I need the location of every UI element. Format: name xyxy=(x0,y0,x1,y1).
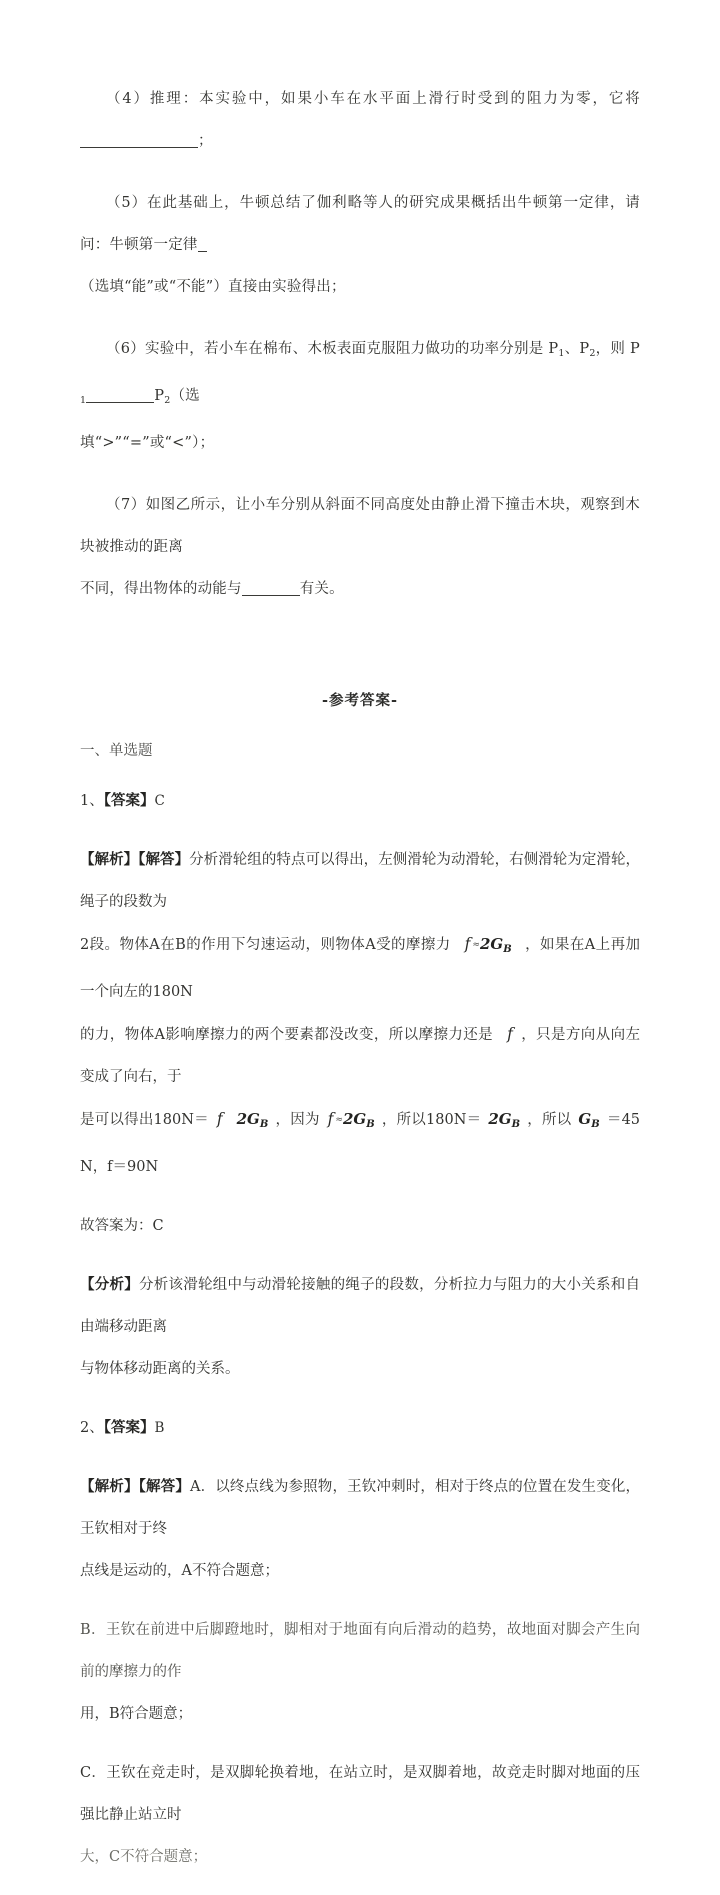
explanation-line2a: 2段。物体A在B的作用下匀速运动，则物体A受的摩擦力 xyxy=(80,937,451,953)
answer-item-2-option-a xyxy=(80,1466,640,1592)
answer-item-1-number: 1、 xyxy=(80,793,104,809)
explanation-line4c: ，所以180N＝ xyxy=(381,1112,482,1128)
option-a-line-1 xyxy=(80,1466,640,1550)
question-4 xyxy=(80,78,640,162)
explanation-line-3 xyxy=(80,1013,640,1098)
formula-f-1: f xyxy=(464,935,471,953)
explanation-line-2 xyxy=(80,923,640,1013)
explanation-line-1 xyxy=(80,839,640,923)
question-6 xyxy=(80,328,640,464)
p1b-subscript: 1 xyxy=(80,395,87,406)
question-6-line1e: （选 xyxy=(170,388,200,404)
formula-2g-3: 2G xyxy=(236,1110,260,1128)
question-7-line2b: 有关。 xyxy=(299,581,344,597)
question-7-line2a: 不同，得出物体的动能与 xyxy=(80,581,242,597)
explanation-line4e: ＝45N，f＝90N xyxy=(80,1112,641,1175)
question-7-blank[interactable] xyxy=(242,582,300,596)
option-a-line-2: 点线是运动的，A不符合题意； xyxy=(80,1563,279,1579)
answer-item-2-answer xyxy=(80,1407,640,1449)
formula-rel-4: ≈ xyxy=(335,1115,342,1125)
formula-f-3: f xyxy=(216,1110,223,1128)
option-c-line-1: C．王钦在竞走时，是双脚轮换着地，在站立时，是双脚着地，故竞走时脚对地面的压强比静止站立时 xyxy=(80,1765,640,1823)
formula-sub-b-5: B xyxy=(511,1119,521,1130)
analysis-mark: 【分析】 xyxy=(80,1276,139,1293)
conclusion-text: 故答案为：C xyxy=(80,1218,164,1234)
analysis-line-1 xyxy=(80,1264,640,1348)
option-a-mark: 【解析】【解答】 xyxy=(80,1478,190,1495)
formula-2g-1: 2G xyxy=(479,935,504,953)
section-label-single-choice: 一、单选题 xyxy=(80,743,153,759)
question-5 xyxy=(80,182,640,308)
question-4-tail: ； xyxy=(198,133,213,149)
question-7-line1: （7）如图乙所示，让小车分别从斜面不同高度处由静止滑下撞击木块，观察到木块被推动的距离 xyxy=(80,497,640,555)
page-content xyxy=(80,0,640,1895)
question-6-line2: 填“>”“=”或“<”）； xyxy=(80,435,215,451)
answer-item-1-analysis xyxy=(80,1264,640,1390)
explanation-line-4 xyxy=(80,1098,640,1188)
answer-item-1-conclusion xyxy=(80,1205,640,1247)
answer-item-1-mark: 【答案】 xyxy=(103,792,155,809)
question-5-blank[interactable] xyxy=(198,238,207,252)
formula-2g-4: 2G xyxy=(342,1110,367,1128)
p2-subscript: 2 xyxy=(589,348,596,359)
question-7-line2 xyxy=(80,568,640,610)
formula-g-6: G xyxy=(578,1110,592,1128)
formula-f-4: f xyxy=(327,1110,334,1128)
formula-rel-1: ≈ xyxy=(472,940,479,950)
formula-sub-b-1: B xyxy=(503,944,512,955)
question-6-blank[interactable] xyxy=(86,389,154,403)
answer-item-1-explanation xyxy=(80,839,640,1188)
question-4-blank[interactable] xyxy=(80,134,198,148)
option-b-line-1: B．王钦在前进中后脚蹬地时，脚相对于地面有向后滑动的趋势，故地面对脚会产生向前的摩擦力的作 xyxy=(80,1622,640,1680)
explanation-line2b: ，如果在A上再加一个向左的180N xyxy=(80,937,640,1000)
answer-item-1-answer xyxy=(80,780,640,822)
p2b-subscript: 2 xyxy=(164,395,171,406)
question-5-line2: （选填“能”或“不能”）直接由实验得出； xyxy=(80,279,346,295)
question-6-line1a: （6）实验中，若小车在棉布、木板表面克服阻力做功的功率分别是 P xyxy=(106,341,559,357)
answer-item-2-value: B xyxy=(154,1420,165,1436)
formula-sub-b-4: B xyxy=(366,1119,375,1130)
answer-item-1-value: C xyxy=(154,793,165,809)
answer-section-heading: -参考答案- xyxy=(321,692,399,709)
formula-sub-b-6: B xyxy=(591,1119,600,1130)
question-6-text xyxy=(80,328,640,422)
analysis-line1-text: 分析该滑轮组中与动滑轮接触的绳子的段数，分析拉力与阻力的大小关系和自由端移动距离 xyxy=(80,1277,641,1335)
question-5-text xyxy=(80,182,640,266)
answer-item-2-mark: 【答案】 xyxy=(103,1419,155,1436)
formula-sub-b-3: B xyxy=(259,1119,269,1130)
answer-item-2 xyxy=(80,1407,640,1449)
question-7 xyxy=(80,484,640,610)
question-6-line1c: ，则 P xyxy=(595,341,640,357)
explanation-line3a: 的力，物体A影响摩擦力的两个要素都没改变，所以摩擦力还是 xyxy=(80,1027,494,1043)
answer-item-2-option-c xyxy=(80,1752,640,1878)
question-4-label: （4）推理：本实验中，如果小车在水平面上滑行时受到的阻力为零，它将 xyxy=(106,91,640,107)
explanation-line4d: ，所以 xyxy=(527,1112,572,1128)
explanation-line3b: ，只是方向从向左变成了向右，于 xyxy=(80,1027,640,1085)
question-4-text xyxy=(80,78,640,162)
p1-subscript: 1 xyxy=(558,348,565,359)
formula-f-2: f xyxy=(507,1025,513,1043)
question-5-line1: （5）在此基础上，牛顿总结了伽利略等人的研究成果概括出牛顿第一定律，请问：牛顿第一定律 xyxy=(80,195,640,253)
answer-item-2-option-b xyxy=(80,1609,640,1735)
question-6-line1d: P xyxy=(154,388,165,404)
question-6-line1b: 、P xyxy=(564,341,590,357)
formula-2g-5: 2G xyxy=(488,1110,512,1128)
analysis-line-2: 与物体移动距离的关系。 xyxy=(80,1361,240,1377)
answer-item-2-number: 2、 xyxy=(80,1420,104,1436)
explanation-line1-text: 分析滑轮组的特点可以得出，左侧滑轮为动滑轮，右侧滑轮为定滑轮，绳子的段数为 xyxy=(80,852,641,910)
explanation-line4a: 是可以得出180N＝ xyxy=(80,1112,209,1128)
explanation-mark: 【解析】【解答】 xyxy=(80,851,190,868)
explanation-line4b: ，因为 xyxy=(275,1112,320,1128)
option-c-line-2: 大，C不符合题意； xyxy=(80,1849,208,1865)
option-b-line-2: 用，B符合题意； xyxy=(80,1706,193,1722)
option-a-line1-text: A．以终点线为参照物，王钦冲刺时，相对于终点的位置在发生变化，王钦相对于终 xyxy=(80,1479,641,1537)
answer-item-1 xyxy=(80,780,640,822)
